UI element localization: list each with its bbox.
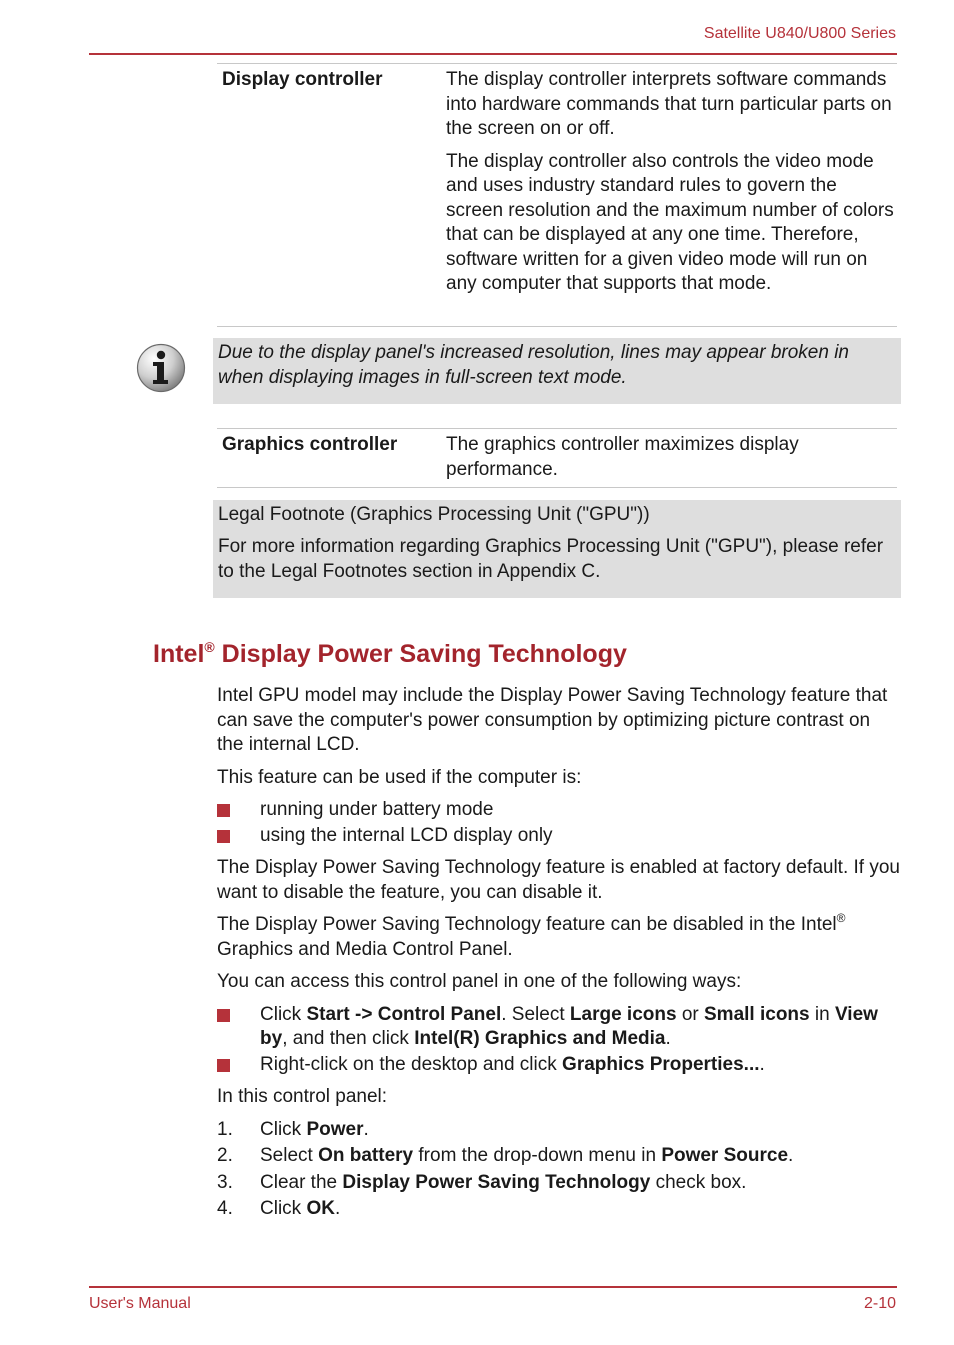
- header-rule: [89, 53, 897, 55]
- bullet-square-icon: [217, 1009, 230, 1022]
- term-graphics-controller: Graphics controller: [222, 434, 398, 455]
- bullet-square-icon: [217, 804, 230, 817]
- section-heading: [153, 638, 627, 670]
- list-item: 4. Click OK.: [217, 1197, 901, 1222]
- bullet-square-icon: [217, 830, 230, 843]
- table-top-rule: [217, 428, 897, 429]
- heading-text: Intel: [153, 640, 205, 668]
- step-number: 1.: [217, 1118, 233, 1140]
- list-item: 3. Clear the Display Power Saving Technology check box.: [217, 1171, 901, 1196]
- body-paragraph: In this control panel:: [217, 1086, 388, 1107]
- body-paragraph: The Display Power Saving Technology feature can be disabled in the Intel® Graphics and Media Control Panel.: [217, 911, 846, 960]
- legal-footnote-box: [213, 500, 901, 598]
- note-text: Due to the display panel's increased resolution, lines may appear broken in when displaying images in full-screen text mode.: [218, 342, 849, 388]
- table-bottom-rule: [217, 487, 897, 488]
- list-item: using the internal LCD display only: [217, 824, 901, 849]
- term-display-controller: Display controller: [222, 69, 383, 90]
- bullet-list: [217, 798, 901, 848]
- body-paragraph: This feature can be used if the computer is:: [217, 766, 582, 788]
- description-graphics-controller: The graphics controller maximizes display performance.: [446, 434, 799, 480]
- description-paragraph: The display controller also controls the video mode and uses industry standard rules to govern the screen resolution and the maximum number of colors that can be displayed at any one time. Therefore, software written for a given video mode will run on any computer that supports that mode.: [446, 150, 894, 294]
- step-number: 3.: [217, 1171, 233, 1193]
- footer-manual-label: User's Manual: [89, 1295, 191, 1312]
- info-icon: [136, 343, 186, 393]
- list-item: running under battery mode: [217, 798, 901, 823]
- legal-footnote-text: For more information regarding Graphics Processing Unit ("GPU"), please refer to the Legal Footnotes section in Appendix C.: [218, 536, 884, 582]
- step-number: 2.: [217, 1145, 233, 1166]
- body-paragraph: The Display Power Saving Technology feature is enabled at factory default. If you want to disable the feature, you can disable it.: [217, 857, 900, 903]
- section-body: [217, 684, 901, 1224]
- body-paragraph: Intel GPU model may include the Display Power Saving Technology feature that can save the computer's power consumption by optimizing picture contrast on the internal LCD.: [217, 685, 888, 755]
- bullet-list: [217, 1003, 901, 1078]
- list-item: Click Start -> Control Panel. Select Large icons or Small icons in View by, and then click Intel(R) Graphics and Media.: [217, 1003, 901, 1052]
- registered-mark: ®: [836, 911, 846, 925]
- footer-rule: [89, 1286, 897, 1288]
- numbered-list: [217, 1118, 901, 1222]
- list-item: 1. Click Power.: [217, 1118, 901, 1143]
- description-paragraph: The display controller interprets software commands into hardware commands that turn particular parts on the screen on or off.: [446, 69, 892, 139]
- heading-text: Display Power Saving Technology: [214, 640, 627, 668]
- running-header-title: Satellite U840/U800 Series: [703, 25, 896, 42]
- legal-footnote-title: Legal Footnote (Graphics Processing Unit ("GPU")): [218, 504, 650, 525]
- table-top-rule: [217, 63, 897, 64]
- step-number: 4.: [217, 1198, 233, 1219]
- registered-mark: ®: [204, 639, 215, 655]
- description-display-controller: [446, 68, 896, 305]
- bullet-square-icon: [217, 1059, 230, 1072]
- list-item: 2. Select On battery from the drop-down menu in Power Source.: [217, 1144, 901, 1169]
- body-paragraph: You can access this control panel in one of the following ways:: [217, 971, 742, 992]
- note-box: [213, 338, 901, 404]
- table-bottom-rule: [217, 326, 897, 327]
- page-number: 2-10: [863, 1295, 896, 1312]
- list-item: Right-click on the desktop and click Graphics Properties....: [217, 1053, 901, 1078]
